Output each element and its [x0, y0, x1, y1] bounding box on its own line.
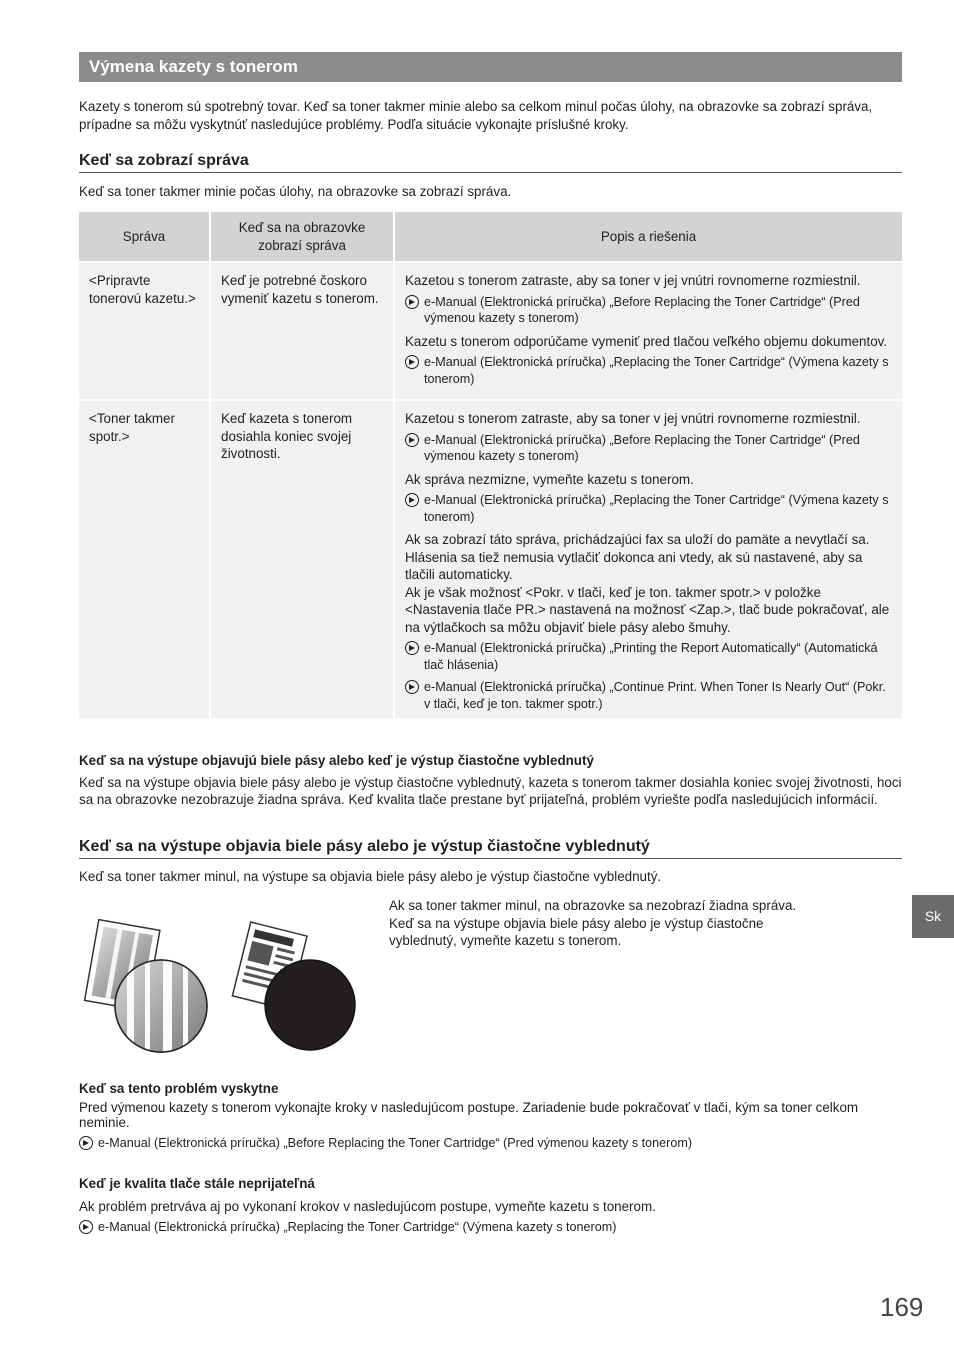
reference-text: e-Manual (Elektronická príručka) „Replacing the Toner Cartridge“ (Výmena kazety s tonerom) [424, 493, 889, 524]
header-when: Keď sa na obrazovke zobrazí správa [210, 212, 394, 262]
reference-text: e-Manual (Elektronická príručka) „Replacing the Toner Cartridge“ (Výmena kazety s tonerom) [424, 355, 889, 386]
manual-reference [405, 354, 892, 387]
subheading-white-stripes: Keď sa na výstupe objavujú biele pásy alebo keď je výstup čiastočne vyblednutý [79, 753, 594, 768]
cell-message: <Toner takmer spotr.> [79, 400, 210, 718]
reference-text: e-Manual (Elektronická príručka) „Before Replacing the Toner Cartridge“ (Pred výmenou kazety s tonerom) [424, 432, 860, 463]
arrow-circle-icon [405, 641, 419, 655]
cell-when: Keď je potrebné čoskoro vymeniť kazetu s tonerom. [210, 262, 394, 400]
manual-reference [405, 294, 892, 327]
section1-heading: Keď sa zobrazí správa [79, 152, 902, 173]
table-row [79, 262, 902, 400]
solution-text: Kazetou s tonerom zatraste, aby sa toner v jej vnútri rovnomerne rozmiestnil. [405, 273, 861, 288]
solution-text: Ak je však možnosť <Pokr. v tlači, keď je ton. takmer spotr.> v položke <Nastavenia tlače PR.> nastavená na možnosť <Zap.>, tlač bude pokračovať, ale na výtlačkoch sa môžu objaviť biele pásy alebo šmuhy. [405, 584, 890, 635]
magnifier-faded-icon [115, 960, 207, 1052]
subheading-when-problem-text: Pred výmenou kazety s tonerom vykonajte kroky v nasledujúcom postupe. Zariadenie bude pokračovať v tlači, kým sa toner celkom neminie. [79, 1100, 859, 1130]
section1-text: Keď sa toner takmer minie počas úlohy, na obrazovke sa zobrazí správa. [79, 184, 512, 199]
manual-reference [405, 492, 892, 525]
arrow-circle-icon [405, 355, 419, 369]
page-title: Výmena kazety s tonerom [89, 57, 298, 76]
faded-print-illustration [79, 918, 359, 1058]
solution-text: Ak správa nezmizne, vymeňte kazetu s tonerom. [405, 471, 694, 487]
solution-text: Kazetu s tonerom odporúčame vymeniť pred tlačou veľkého objemu dokumentov. [405, 333, 888, 349]
manual-reference [405, 432, 892, 465]
page-number: 169 [880, 1292, 924, 1322]
manual-reference [79, 1219, 902, 1236]
arrow-circle-icon [405, 493, 419, 507]
arrow-circle-icon [405, 433, 419, 447]
header-message: Správa [79, 212, 210, 262]
reference-text: e-Manual (Elektronická príručka) „Continue Print. When Toner Is Nearly Out“ (Pokr. v tlači, keď je ton. takmer spotr.) [424, 680, 886, 711]
cell-solutions [394, 400, 902, 718]
reference-text: e-Manual (Elektronická príručka) „Before Replacing the Toner Cartridge“ (Pred výmenou kazety s tonerom) [424, 294, 860, 325]
section-banner [79, 52, 902, 82]
solution-text: Kazetou s tonerom zatraste, aby sa toner v jej vnútri rovnomerne rozmiestnil. [405, 411, 861, 426]
cell-solutions [394, 262, 902, 400]
magnifier-dark-icon [265, 960, 355, 1050]
arrow-circle-icon [79, 1136, 93, 1150]
language-tab: Sk [912, 895, 954, 938]
manual-reference [79, 1135, 902, 1152]
arrow-circle-icon [79, 1220, 93, 1234]
solution-text: Ak sa zobrazí táto správa, prichádzajúci fax sa uloží do pamäte a nevytlačí sa. Hlásenia sa tiež nemusia vytlačiť dokonca ani vtedy, ak sú nastavené, aby sa tlačili automaticky. [405, 532, 870, 582]
subheading-white-stripes-text: Keď sa na výstupe objavia biele pásy alebo je výstup čiastočne vyblednutý, kazeta s tonerom takmer dosiahla koniec svojej životnosti, hoci sa na obrazovke nezobrazuje žiadna správa. Keď kvalita tlače prestane byť prijateľná, problém vyriešte podľa nasledujúcich informácií. [79, 775, 902, 807]
section2-side-text: Ak sa toner takmer minul, na obrazovke sa nezobrazí žiadna správa. Keď sa na výstupe objavia biele pásy alebo je výstup čiastočne vyblednutý, vymeňte kazetu s tonerom. [389, 898, 797, 948]
reference-text: e-Manual (Elektronická príručka) „Printing the Report Automatically“ (Automatická tlač hlásenia) [424, 641, 878, 672]
manual-reference [405, 679, 892, 712]
section2-heading: Keď sa na výstupe objavia biele pásy alebo je výstup čiastočne vyblednutý [79, 838, 902, 859]
reference-text: e-Manual (Elektronická príručka) „Replacing the Toner Cartridge“ (Výmena kazety s tonerom) [98, 1220, 617, 1234]
message-table [79, 212, 902, 718]
header-solutions: Popis a riešenia [394, 212, 902, 262]
reference-text: e-Manual (Elektronická príručka) „Before Replacing the Toner Cartridge“ (Pred výmenou kazety s tonerom) [98, 1136, 693, 1150]
section2-text: Keď sa toner takmer minul, na výstupe sa objavia biele pásy alebo je výstup čiastočne vyblednutý. [79, 869, 662, 884]
cell-when: Keď kazeta s tonerom dosiahla koniec svojej životnosti. [210, 400, 394, 718]
arrow-circle-icon [405, 295, 419, 309]
subheading-quality-text: Ak problém pretrváva aj po vykonaní krokov v nasledujúcom postupe, vymeňte kazetu s tonerom. [79, 1199, 656, 1214]
table-header-row [79, 212, 902, 262]
subheading-quality: Keď je kvalita tlače stále neprijateľná [79, 1176, 315, 1191]
table-row [79, 400, 902, 718]
intro-text: Kazety s tonerom sú spotrebný tovar. Keď sa toner takmer minie alebo sa celkom minul počas úlohy, na obrazovke sa zobrazí správa, prípadne sa môžu vyskytnúť nasledujúce problémy. Podľa situácie vykonajte príslušné kroky. [79, 99, 873, 132]
cell-message: <Pripravte tonerovú kazetu.> [79, 262, 210, 400]
subheading-when-problem: Keď sa tento problém vyskytne [79, 1081, 279, 1096]
arrow-circle-icon [405, 680, 419, 694]
manual-reference [405, 640, 892, 673]
